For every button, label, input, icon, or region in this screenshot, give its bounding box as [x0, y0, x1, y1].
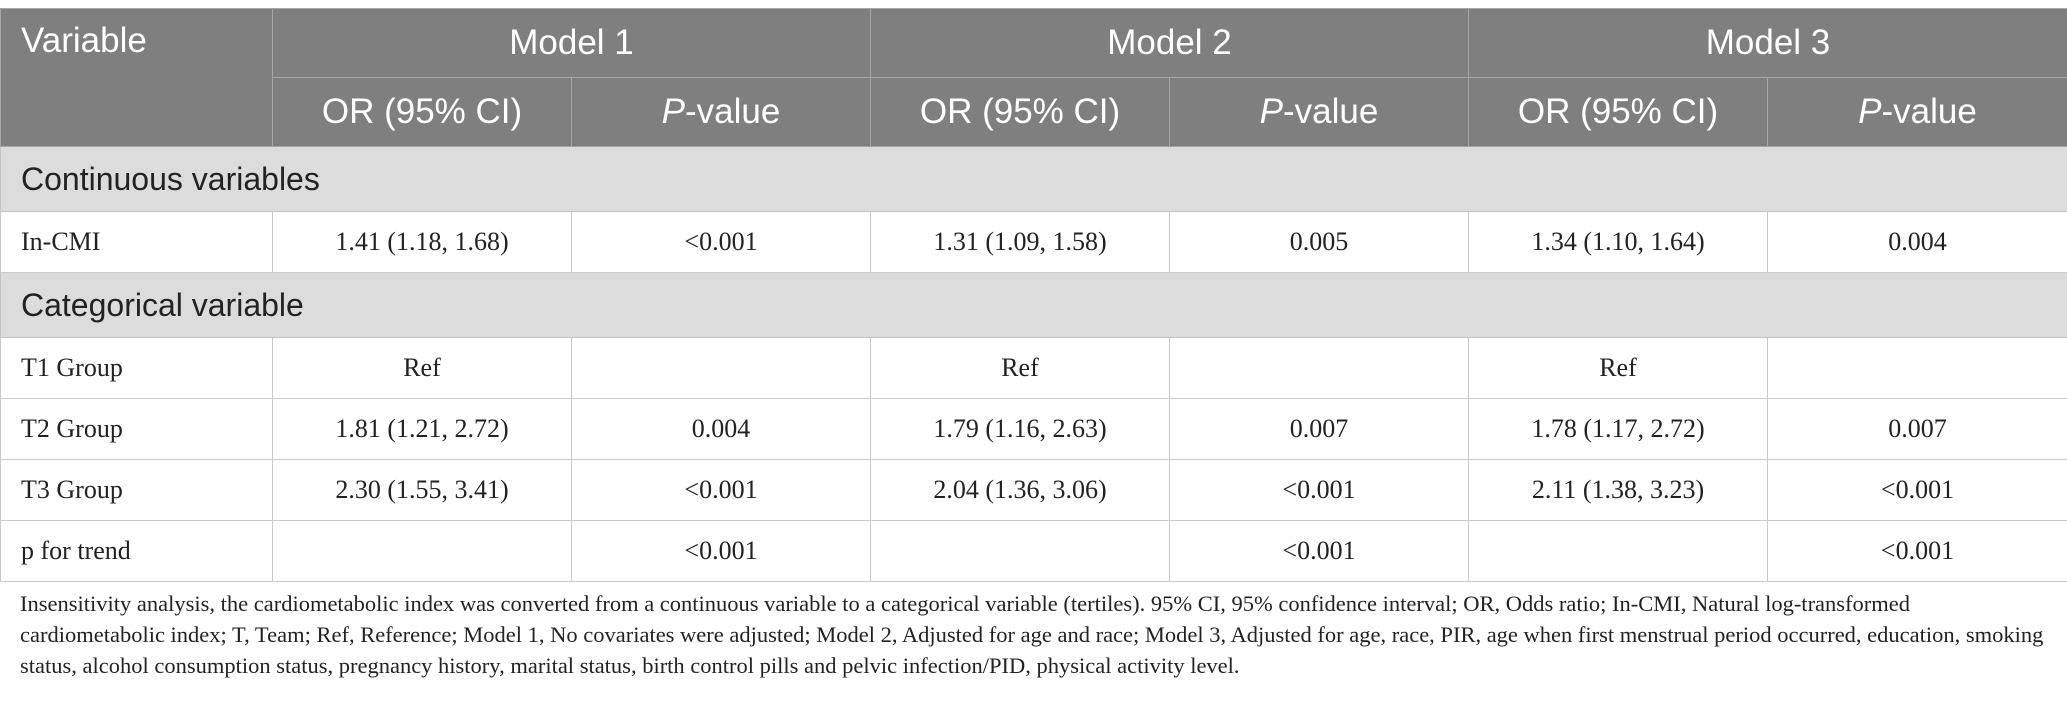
p-value-header-p: P	[1858, 92, 1882, 131]
model-2-p-cell: 0.007	[1170, 399, 1469, 460]
model-2-or-cell	[871, 521, 1170, 582]
section-title: Categorical variable	[1, 273, 2067, 338]
table-body	[1, 147, 2067, 582]
table-row	[1, 399, 2067, 460]
p-value-header-p: P	[661, 92, 686, 131]
model-1-or-cell	[273, 521, 572, 582]
p-value-header	[1768, 78, 2067, 147]
model-2-or-cell: 2.04 (1.36, 3.06)	[871, 460, 1170, 521]
table-row	[1, 521, 2067, 582]
row-label: p for trend	[1, 521, 273, 582]
model-2-header: Model 2	[871, 9, 1469, 78]
model-2-p-cell: <0.001	[1170, 521, 1469, 582]
p-value-header-suffix: -value	[1283, 92, 1379, 131]
results-table	[0, 8, 2067, 582]
model-3-p-cell: <0.001	[1768, 521, 2067, 582]
model-3-header: Model 3	[1469, 9, 2067, 78]
model-3-or-cell: Ref	[1469, 338, 1768, 399]
header-row-models	[1, 9, 2067, 78]
p-value-header-p: P	[1259, 92, 1284, 131]
table-header	[1, 9, 2067, 147]
or-ci-header: OR (95% CI)	[871, 78, 1170, 147]
model-1-or-cell: 1.81 (1.21, 2.72)	[273, 399, 572, 460]
model-1-or-cell: 1.41 (1.18, 1.68)	[273, 212, 572, 273]
model-3-p-cell: 0.004	[1768, 212, 2067, 273]
model-2-or-cell: Ref	[871, 338, 1170, 399]
model-3-or-cell: 1.34 (1.10, 1.64)	[1469, 212, 1768, 273]
or-ci-header: OR (95% CI)	[1469, 78, 1768, 147]
model-1-p-cell: <0.001	[572, 460, 871, 521]
p-value-header-suffix: -value	[1881, 92, 1977, 131]
table-footnote: Insensitivity analysis, the cardiometabolic index was converted from a continuous variable to a categorical variable (tertiles). 95% CI, 95% confidence interval; OR, Odds ratio; In-CMI, Natural log-transformed cardiometabolic index; T, Team; Ref, Reference; Model 1, No covariates were adjusted; Model 2, Adjusted for age and race; Model 3, Adjusted for age, race, PIR, age when first menstrual period occurred, education, smoking status, alcohol consumption status, pregnancy history, marital status, birth control pills and pelvic infection/PID, physical activity level.	[20, 591, 2044, 678]
model-2-p-cell	[1170, 338, 1469, 399]
p-value-header	[1170, 78, 1469, 147]
model-1-or-cell: 2.30 (1.55, 3.41)	[273, 460, 572, 521]
model-3-or-cell: 1.78 (1.17, 2.72)	[1469, 399, 1768, 460]
model-1-or-cell: Ref	[273, 338, 572, 399]
model-2-p-cell: 0.005	[1170, 212, 1469, 273]
or-ci-header: OR (95% CI)	[273, 78, 572, 147]
section-title: Continuous variables	[1, 147, 2067, 212]
model-1-p-cell: <0.001	[572, 212, 871, 273]
section-row	[1, 273, 2067, 338]
model-1-p-cell: 0.004	[572, 399, 871, 460]
model-1-p-cell	[572, 338, 871, 399]
model-2-or-cell: 1.79 (1.16, 2.63)	[871, 399, 1170, 460]
model-3-or-cell: 2.11 (1.38, 3.23)	[1469, 460, 1768, 521]
model-2-or-cell: 1.31 (1.09, 1.58)	[871, 212, 1170, 273]
row-label: T1 Group	[1, 338, 273, 399]
table-row	[1, 460, 2067, 521]
table-row	[1, 212, 2067, 273]
p-value-header-suffix: -value	[685, 92, 781, 131]
model-1-header: Model 1	[273, 9, 871, 78]
variable-column-header: Variable	[1, 9, 273, 147]
model-3-p-cell: <0.001	[1768, 460, 2067, 521]
model-3-p-cell: 0.007	[1768, 399, 2067, 460]
table-row	[1, 338, 2067, 399]
p-value-header	[572, 78, 871, 147]
model-3-p-cell	[1768, 338, 2067, 399]
model-1-p-cell: <0.001	[572, 521, 871, 582]
model-3-or-cell	[1469, 521, 1768, 582]
row-label: In-CMI	[1, 212, 273, 273]
row-label: T2 Group	[1, 399, 273, 460]
header-row-subcolumns	[1, 78, 2067, 147]
model-2-p-cell: <0.001	[1170, 460, 1469, 521]
row-label: T3 Group	[1, 460, 273, 521]
section-row	[1, 147, 2067, 212]
